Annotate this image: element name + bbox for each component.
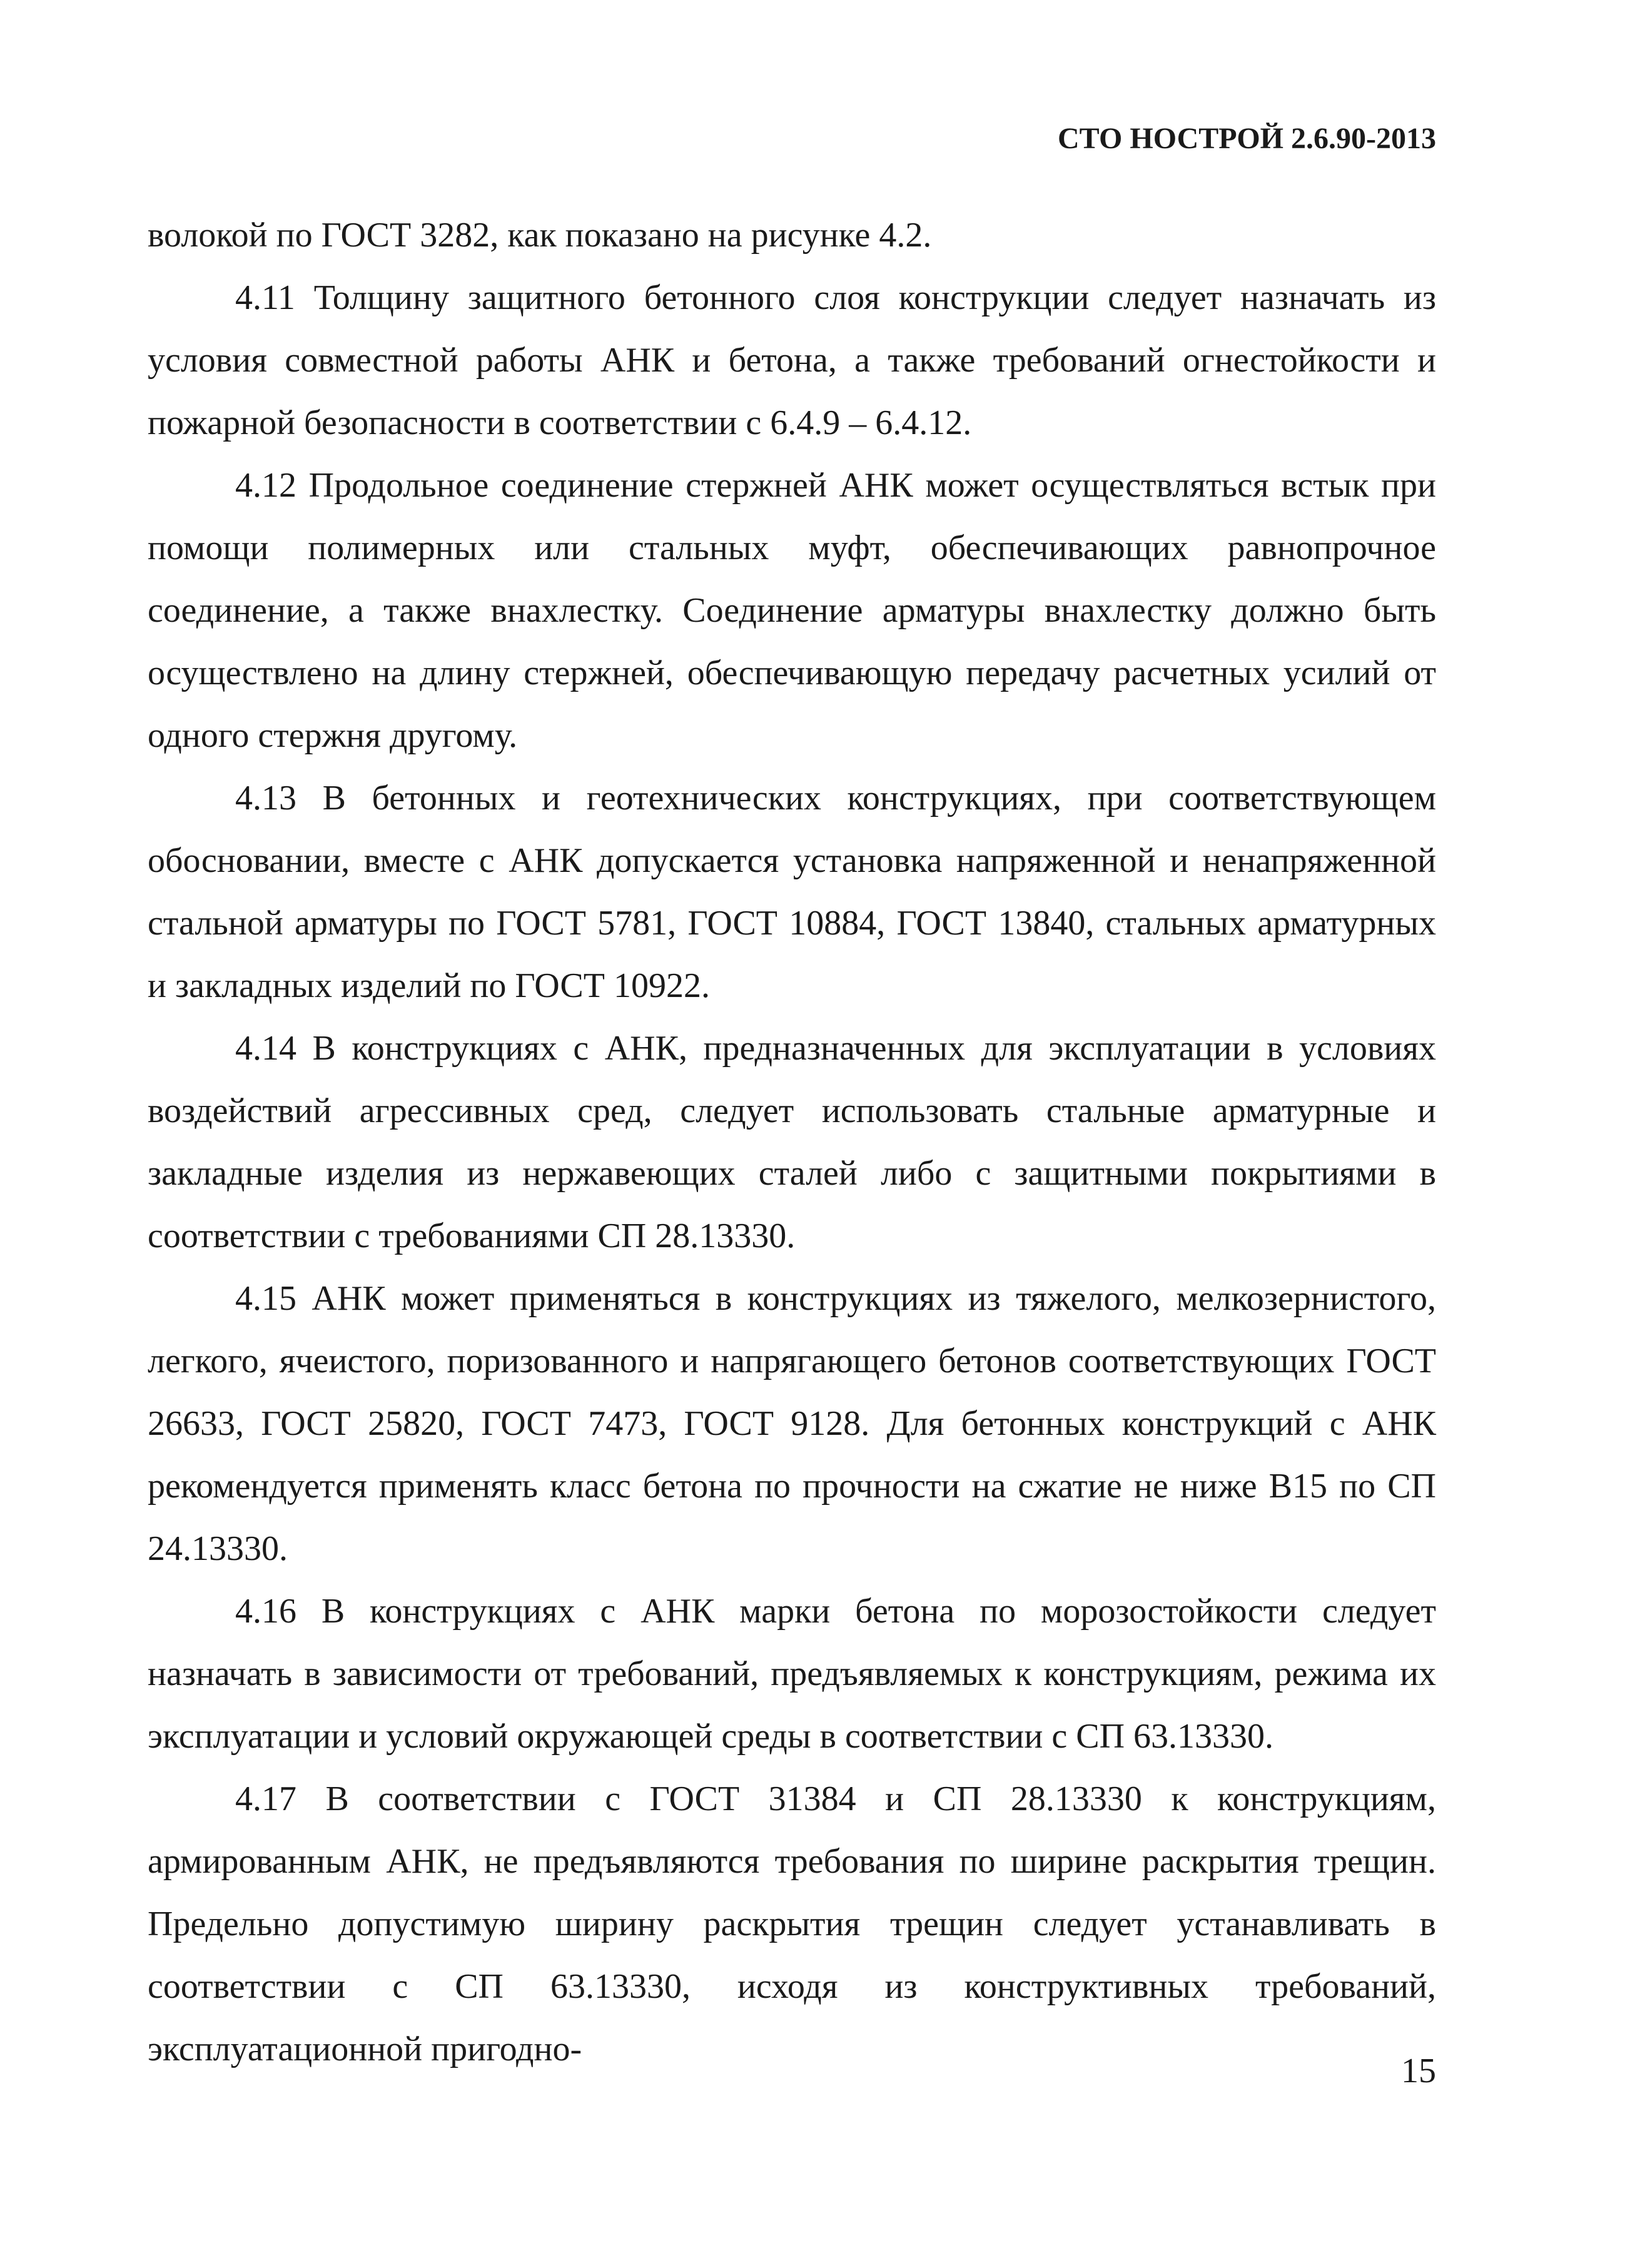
document-header: СТО НОСТРОЙ 2.6.90-2013 bbox=[1057, 122, 1436, 155]
paragraph-4-11: 4.11 Толщину защитного бетонного слоя конструкции следует назначать из условия совместной работы АНК и бетона, а также требований огнестойкости и пожарной безопасности в соответствии с 6.4.9 – 6.4.12. bbox=[148, 278, 1436, 442]
paragraph-4-12: 4.12 Продольное соединение стержней АНК может осуществляться встык при помощи полимерных или стальных муфт, обеспечивающих равнопрочное соединение, а также внахлестку. Соединение арматуры внахлестку должно быть осуществлено на длину стержней, обеспечивающую передачу расчетных усилий от одного стержня другому. bbox=[148, 466, 1436, 755]
page-number: 15 bbox=[1401, 2052, 1436, 2090]
paragraph-4-17: 4.17 В соответствии с ГОСТ 31384 и СП 28.13330 к конструкциям, армированным АНК, не предъявляются требования по ширине раскрытия трещин. Предельно допустимую ширину раскрытия трещин следует устанавливать в соответствии с СП 63.13330, исходя из конструктивных требований, эксплуатационной пригодно- bbox=[148, 1779, 1436, 2068]
paragraph-4-15: 4.15 АНК может применяться в конструкциях из тяжелого, мелкозернистого, легкого, ячеистого, поризованного и напрягающего бетонов соответствующих ГОСТ 26633, ГОСТ 25820, ГОСТ 7473, ГОСТ 9128. Для бетонных конструкций с АНК рекомендуется применять класс бетона по прочности на сжатие не ниже В15 по СП 24.13330. bbox=[148, 1279, 1436, 1568]
paragraph-4-14: 4.14 В конструкциях с АНК, предназначенных для эксплуатации в условиях воздействий агрессивных сред, следует использовать стальные арматурные и закладные изделия из нержавеющих сталей либо с защитными покрытиями в соответствии с требованиями СП 28.13330. bbox=[148, 1029, 1436, 1255]
document-page bbox=[148, 0, 1436, 2268]
paragraph-4-13: 4.13 В бетонных и геотехнических конструкциях, при соответствующем обосновании, вместе с АНК допускается установка напряженной и ненапряженной стальной арматуры по ГОСТ 5781, ГОСТ 10884, ГОСТ 13840, стальных арматурных и закладных изделий по ГОСТ 10922. bbox=[148, 779, 1436, 1005]
paragraph-continuation: волокой по ГОСТ 3282, как показано на рисунке 4.2. bbox=[148, 216, 932, 255]
paragraph-4-16: 4.16 В конструкциях с АНК марки бетона по морозостойкости следует назначать в зависимости от требований, предъявляемых к конструкциям, режима их эксплуатации и условий окружающей среды в соответствии с СП 63.13330. bbox=[148, 1592, 1436, 1756]
document-body bbox=[148, 204, 1436, 2080]
